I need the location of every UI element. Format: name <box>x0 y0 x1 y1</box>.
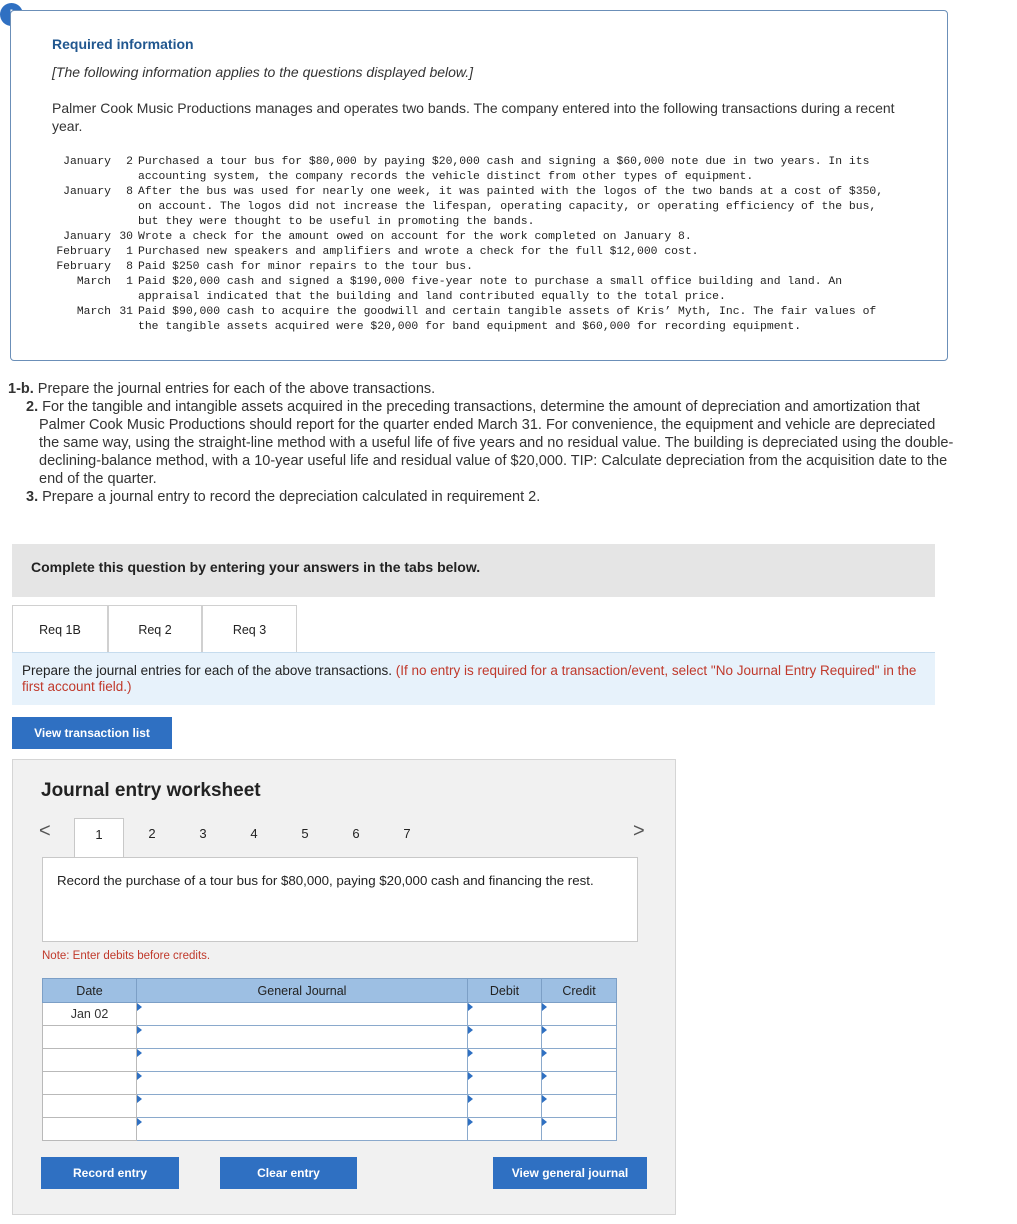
transaction-row <box>51 260 890 275</box>
credit-input[interactable] <box>542 1026 616 1048</box>
credit-field[interactable] <box>542 1049 617 1072</box>
record-entry-button[interactable]: Record entry <box>41 1157 179 1189</box>
account-field[interactable] <box>137 1118 468 1141</box>
date-header: Date <box>43 979 137 1003</box>
transaction-row <box>51 185 890 230</box>
debit-field[interactable] <box>468 1095 542 1118</box>
debit-input[interactable] <box>468 1095 541 1117</box>
credit-input[interactable] <box>542 1003 616 1025</box>
journal-row <box>43 1072 617 1095</box>
page-1[interactable]: 1 <box>74 818 124 860</box>
transaction-row <box>51 155 890 185</box>
required-information-title: Required information <box>52 36 194 52</box>
account-field[interactable] <box>137 1026 468 1049</box>
date-cell <box>43 1026 137 1049</box>
transaction-day: 1 <box>126 246 133 258</box>
credit-field[interactable] <box>542 1118 617 1141</box>
tab-instructions <box>12 652 935 705</box>
transaction-day: 8 <box>126 261 133 273</box>
credit-field[interactable] <box>542 1095 617 1118</box>
transaction-month: March <box>76 306 111 318</box>
requirement-1b-text: Prepare the journal entries for each of the above transactions. <box>33 381 436 397</box>
transaction-day: 1 <box>126 276 133 288</box>
journal-table <box>42 978 617 1141</box>
requirement-1b <box>8 380 958 398</box>
credit-input[interactable] <box>542 1049 616 1071</box>
account-field[interactable] <box>137 1072 468 1095</box>
credit-header: Credit <box>542 979 617 1003</box>
transaction-month: February <box>56 246 111 258</box>
account-input[interactable] <box>137 1003 467 1025</box>
transaction-day: 8 <box>126 186 133 198</box>
date-cell: Jan 02 <box>43 1003 137 1026</box>
requirement-2-text: For the tangible and intangible assets acquired in the preceding transactions, determine the amount of depreciation and amortization that Palmer Cook Music Productions should report for the quarter ended March 31. For convenience, the equipment and vehicle are depreciated the same way, using the straight-line method with a useful life of five years and no residual value. The building is depreciated using the double-declining-balance method, with a 10-year useful life and residual value of $20,000. TIP: Calculate depreciation from the acquisition date to the end of the quarter. <box>38 399 954 487</box>
debit-input[interactable] <box>468 1118 541 1140</box>
credit-field[interactable] <box>542 1003 617 1026</box>
debit-input[interactable] <box>468 1026 541 1048</box>
debit-field[interactable] <box>468 1003 542 1026</box>
tab-req-2[interactable]: Req 2 <box>108 605 202 653</box>
account-field[interactable] <box>137 1095 468 1118</box>
transaction-description: After the bus was used for nearly one week, it was painted with the logos of the two bands at a cost of $350, on account. The logos did not increase the lifespan, operating capacity, or operating efficiency of the bus, but they were thought to be useful in promoting the bands. <box>138 186 884 228</box>
transaction-description: Paid $20,000 cash and signed a $190,000 five-year note to purchase a small office building and land. An appraisal indicated that the building and land contributed equally to the total price. <box>138 276 843 303</box>
transaction-day: 31 <box>119 306 133 318</box>
account-input[interactable] <box>137 1072 467 1094</box>
account-input[interactable] <box>137 1026 467 1048</box>
debit-field[interactable] <box>468 1026 542 1049</box>
journal-row <box>43 1026 617 1049</box>
journal-row <box>43 1003 617 1026</box>
worksheet-title: Journal entry worksheet <box>41 780 261 801</box>
credit-field[interactable] <box>542 1072 617 1095</box>
transaction-row <box>51 275 890 305</box>
date-cell <box>43 1095 137 1118</box>
credit-input[interactable] <box>542 1118 616 1140</box>
worksheet-pager <box>37 818 647 858</box>
view-transaction-list-button[interactable]: View transaction list <box>12 717 172 749</box>
date-cell <box>43 1049 137 1072</box>
date-cell <box>43 1118 137 1141</box>
requirement-1b-label: 1-b. <box>8 381 34 397</box>
requirement-2 <box>8 398 958 488</box>
applies-note: [The following information applies to the questions displayed below.] <box>52 64 474 80</box>
transaction-month: January <box>63 186 111 198</box>
transaction-description: Paid $250 cash for minor repairs to the tour bus. <box>138 261 473 273</box>
debit-field[interactable] <box>468 1049 542 1072</box>
page-5[interactable]: 5 <box>301 826 309 841</box>
debit-field[interactable] <box>468 1118 542 1141</box>
transaction-month: January <box>63 231 111 243</box>
transaction-description: Purchased new speakers and amplifiers and wrote a check for the full $12,000 cost. <box>138 246 699 258</box>
debit-input[interactable] <box>468 1072 541 1094</box>
transaction-description: Purchased a tour bus for $80,000 by paying $20,000 cash and signing a $60,000 note due in two years. In its accounting system, the company records the vehicle distinct from other types of equipment. <box>138 156 870 183</box>
credit-field[interactable] <box>542 1026 617 1049</box>
journal-row <box>43 1118 617 1141</box>
requirement-3-text: Prepare a journal entry to record the depreciation calculated in requirement 2. <box>38 489 541 505</box>
transaction-row <box>51 230 890 245</box>
account-field[interactable] <box>137 1003 468 1026</box>
transaction-description: Paid $90,000 cash to acquire the goodwill and certain tangible assets of Kris’ Myth, Inc. The fair values of the tangible assets acquired were $20,000 for band equipment and $60,000 for recording equipment. <box>138 306 877 333</box>
debit-input[interactable] <box>468 1049 541 1071</box>
prev-page-icon[interactable]: < <box>39 820 51 842</box>
requirement-2-label: 2. <box>26 399 39 415</box>
page-6[interactable]: 6 <box>352 826 360 841</box>
requirement-3 <box>8 488 958 506</box>
date-cell <box>43 1072 137 1095</box>
transaction-month: February <box>56 261 111 273</box>
debits-note: Note: Enter debits before credits. <box>42 950 211 962</box>
page-3[interactable]: 3 <box>199 826 207 841</box>
transactions-table <box>51 155 890 335</box>
tab-instructions-hint: (If no entry is required for a transaction/event, select "No Journal Entry Required" in the first account field.) <box>22 663 917 694</box>
account-input[interactable] <box>137 1118 467 1140</box>
transaction-row <box>51 305 890 335</box>
account-field[interactable] <box>137 1049 468 1072</box>
transaction-day: 2 <box>126 156 133 168</box>
general-journal-header: General Journal <box>137 979 468 1003</box>
transaction-day: 30 <box>119 231 133 243</box>
required-information-box <box>10 10 948 361</box>
transaction-row <box>51 245 890 260</box>
transaction-description: Wrote a check for the amount owed on account for the work completed on January 8. <box>138 231 692 243</box>
tab-req-3[interactable]: Req 3 <box>202 605 297 653</box>
credit-input[interactable] <box>542 1095 616 1117</box>
entry-description: Record the purchase of a tour bus for $80,000, paying $20,000 cash and financing the rest. <box>42 857 638 942</box>
transaction-month: March <box>76 276 111 288</box>
account-input[interactable] <box>137 1095 467 1117</box>
account-input[interactable] <box>137 1049 467 1071</box>
page-7[interactable]: 7 <box>403 826 411 841</box>
page-2[interactable]: 2 <box>148 826 156 841</box>
debit-input[interactable] <box>468 1003 541 1025</box>
credit-input[interactable] <box>542 1072 616 1094</box>
tab-instructions-text: Prepare the journal entries for each of the above transactions. <box>22 663 392 678</box>
journal-row <box>43 1095 617 1118</box>
tab-req-1b[interactable]: Req 1B <box>12 605 108 653</box>
journal-row <box>43 1049 617 1072</box>
view-general-journal-button[interactable]: View general journal <box>493 1157 647 1189</box>
requirement-3-label: 3. <box>26 489 39 505</box>
intro-text: Palmer Cook Music Productions manages and operates two bands. The company entered into the following transactions during a recent year. <box>52 100 895 134</box>
debit-header: Debit <box>468 979 542 1003</box>
complete-question-banner: Complete this question by entering your answers in the tabs below. <box>12 544 935 597</box>
requirements-list <box>8 380 958 506</box>
transaction-month: January <box>63 156 111 168</box>
debit-field[interactable] <box>468 1072 542 1095</box>
page-4[interactable]: 4 <box>250 826 258 841</box>
journal-entry-worksheet <box>12 759 676 1215</box>
clear-entry-button[interactable]: Clear entry <box>220 1157 357 1189</box>
next-page-icon[interactable]: > <box>633 820 645 842</box>
